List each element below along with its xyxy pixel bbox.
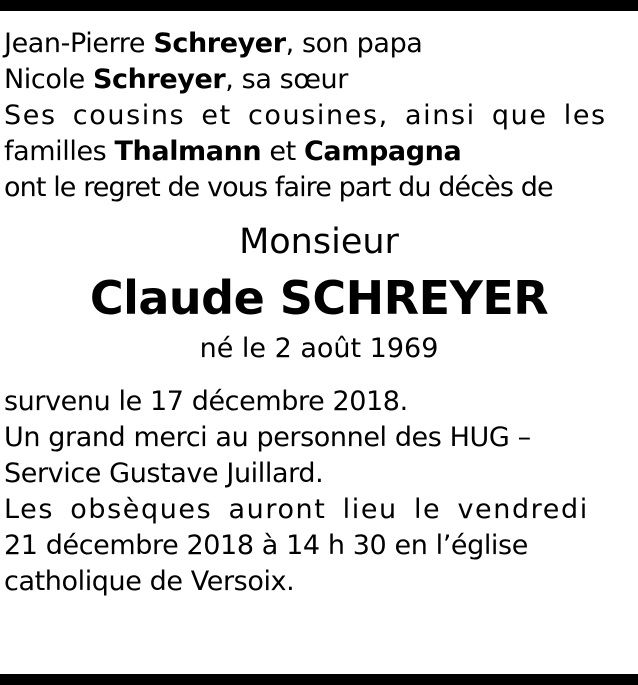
details-line-service: Service Gustave Juillard. (4, 458, 324, 489)
announcement-line: ont le regret de vous faire part du décès de (4, 172, 553, 203)
family-line-cousins: Ses cousins et cousines, ainsi que les (4, 100, 607, 131)
details-block (4, 384, 634, 600)
father-relation: , son papa (285, 28, 423, 59)
death-notice (4, 26, 634, 600)
details-line-funeral-date: 21 décembre 2018 à 14 h 30 en l’église (4, 530, 528, 561)
sister-first-name: Nicole (4, 64, 93, 95)
details-line-location: catholique de Versoix. (4, 566, 295, 597)
sister-relation: , sa sœur (225, 64, 348, 95)
deceased-birth-date: né le 2 août 1969 (199, 333, 439, 364)
details-line-thanks: Un grand merci au personnel des HUG – (4, 422, 531, 453)
families-conjunction: et (261, 136, 305, 167)
family-name-campagna: Campagna (304, 136, 462, 167)
family-line-sister (4, 62, 634, 98)
sister-surname: Schreyer (92, 64, 226, 95)
families-label: familles (4, 136, 115, 167)
family-line-families (4, 134, 634, 170)
deceased-title: Monsieur (239, 222, 399, 262)
top-border-rule (0, 0, 638, 11)
family-name-thalmann: Thalmann (114, 136, 262, 167)
family-line-father (4, 26, 634, 62)
deceased-name: Claude SCHREYER (89, 271, 549, 325)
father-first-name: Jean-Pierre (4, 28, 154, 59)
bottom-border-rule (0, 674, 638, 685)
details-line-funeral: Les obsèques auront lieu le vendredi (4, 494, 589, 525)
father-surname: Schreyer (153, 28, 286, 59)
details-line-death-date: survenu le 17 décembre 2018. (4, 386, 408, 417)
deceased-block (0, 222, 638, 366)
